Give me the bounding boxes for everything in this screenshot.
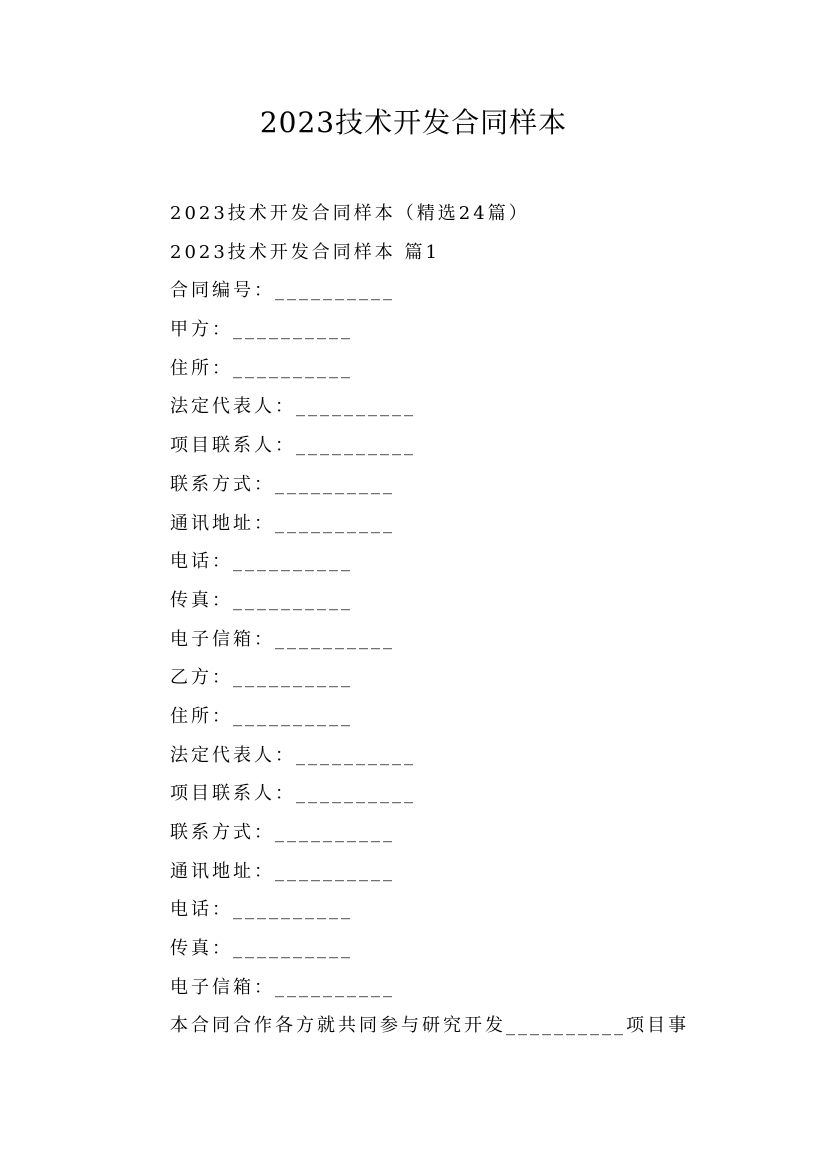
party-a-project-contact-line: 项目联系人：__________ [170,435,416,457]
document-title: 2023技术开发合同样本 [259,106,568,139]
intro-line: 2023技术开发合同样本（精选24篇） [170,203,530,224]
section-heading: 2023技术开发合同样本 篇1 [170,241,440,263]
party-a-email-line: 电子信箱：__________ [170,628,395,650]
contract-number-line: 合同编号：__________ [170,280,395,302]
party-a-fax-line: 传真：__________ [170,589,353,611]
party-a-phone-line: 电话：__________ [170,551,353,573]
party-b-email-line: 电子信箱：__________ [170,976,395,998]
agreement-paragraph: 本合同合作各方就共同参与研究开发__________项目事 [170,1015,689,1037]
party-a-mailing-address-line: 通讯地址：__________ [170,512,395,534]
party-b-mailing-address-line: 通讯地址：__________ [170,860,395,882]
party-b-contact-info-line: 联系方式：__________ [170,822,395,843]
party-a-contact-info-line: 联系方式：__________ [170,473,395,495]
party-b-project-contact-line: 项目联系人：__________ [170,783,416,805]
party-a-line: 甲方：__________ [170,319,353,341]
party-b-fax-line: 传真：__________ [170,938,353,960]
party-b-phone-line: 电话：__________ [170,899,353,921]
party-b-line: 乙方：__________ [170,667,353,689]
party-b-legal-rep-line: 法定代表人：__________ [170,744,416,766]
document-body [170,195,689,1046]
party-a-legal-rep-line: 法定代表人：__________ [170,396,416,418]
party-a-address-line: 住所：__________ [170,357,353,379]
party-b-address-line: 住所：__________ [170,705,353,727]
